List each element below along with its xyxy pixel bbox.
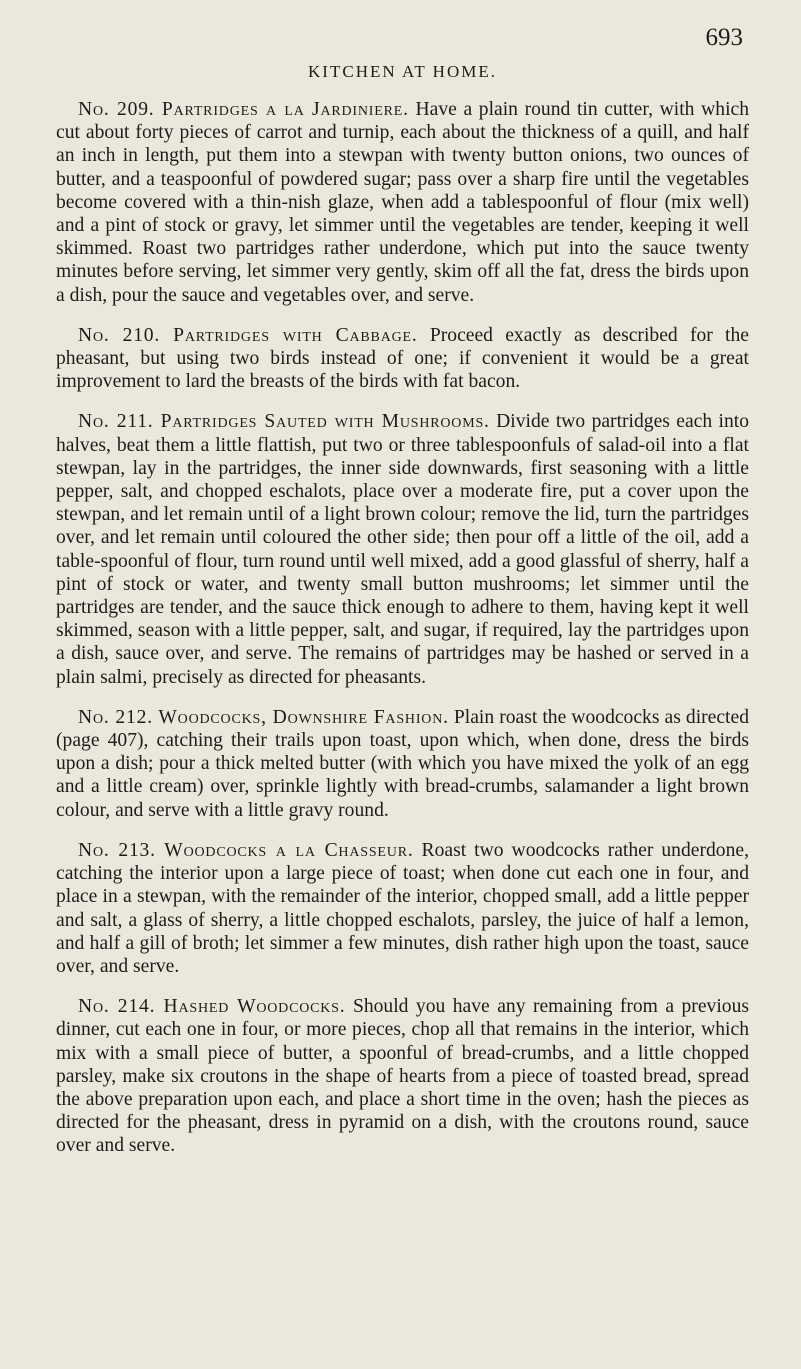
recipe-body: Should you have any remaining from a previous dinner, cut each one in four, or more pieces, chop all that remains in the interior, which mix with a small piece of butter, a spoonful of bread-crumbs, and a little chopped parsley, make six croutons in the shape of hearts from a piece of toasted bread, spread the above preparation upon each, and place a short time in the oven; hash the pieces as directed for the pheasant, dress in pyramid on a dish, with the croutons round, sauce over and serve. bbox=[56, 996, 749, 1157]
recipe-body: Proceed exactly as described for the pheasant, but using two birds instead of one; if convenient it would be a great improvement to lard the breasts of the birds with fat bacon. bbox=[56, 324, 749, 393]
running-head bbox=[56, 24, 749, 96]
recipe-title: No. 211. Partridges Sauted with Mushrooms. bbox=[78, 411, 490, 433]
recipe-212 bbox=[56, 706, 749, 822]
recipe-title: No. 209. Partridges a la Jardiniere. bbox=[78, 99, 409, 120]
recipe-210 bbox=[56, 324, 749, 394]
recipe-body: Plain roast the woodcocks as directed (page 407), catching their trails upon toast, upon which, when done, dress the birds upon a dish; pour a thick melted butter (with which you have mixed the yolk of an egg and a little cream) over, sprinkle lightly with bread-crumbs, salamander a light brown colour, and serve with a little gravy round. bbox=[56, 706, 749, 821]
recipe-body: Have a plain round tin cutter, with which cut about forty pieces of carrot and turnip, each about the thickness of a quill, and half an inch in length, put them into a stewpan with twenty button onions, two ounces of butter, and a teaspoonful of powdered sugar; pass over a sharp fire until the vegetables become covered with a thin-nish glaze, when add a tablespoonful of flour (mix well) and a pint of stock or gravy, let simmer until the vegetables are tender, keeping it well skimmed. Roast two partridges rather underdone, which put into the sauce twenty minutes before serving, let simmer very gently, skim off all the fat, dress the birds upon a dish, pour the sauce and vegetables over, and serve. bbox=[56, 99, 750, 306]
recipe-title: No. 212. Woodcocks, Downshire Fashion. bbox=[78, 706, 449, 728]
recipe-title: No. 210. Partridges with Cabbage. bbox=[78, 324, 418, 346]
recipe-body: Roast two woodcocks rather underdone, catching the interior upon a large piece of toast; when done cut each one in four, and place in a stewpan, with the remainder of the interior, chopped small, add a little pepper and salt, a glass of sherry, a little chopped eschalots, parsley, the juice of half a lemon, and half a gill of broth; let simmer a few minutes, dish rather high upon the toast, sauce over, and serve. bbox=[56, 839, 749, 977]
recipe-body: Divide two partridges each into halves, beat them a little flattish, put two or three tablespoonfuls of salad-oil into a flat stewpan, lay in the partridges, the inner side downwards, first seasoning with a little pepper, salt, and chopped eschalots, place over a moderate fire, put a cover upon the stewpan, and let remain until of a light brown colour; remove the lid, turn the partridges over, and let remain until coloured the other side; then pour off a little of the oil, add a table-spoonful of flour, turn round until well mixed, add a good glassful of sherry, half a pint of stock or water, and twenty small button mushrooms; let simmer until the partridges are tender, and the sauce thick enough to adhere to them, having kept it well skimmed, season with a little pepper, salt, and sugar, if required, lay the partridges upon a dish, sauce over, and serve. The remains of partridges may be hashed or served in a plain salmi, precisely as directed for pheasants. bbox=[56, 411, 750, 688]
recipe-title: No. 213. Woodcocks a la Chasseur. bbox=[78, 839, 414, 861]
recipe-213 bbox=[56, 839, 749, 978]
recipe-214 bbox=[56, 995, 749, 1157]
recipe-211 bbox=[56, 410, 749, 688]
running-title: KITCHEN AT HOME. bbox=[308, 62, 497, 81]
recipe-title: No. 214. Hashed Woodcocks. bbox=[78, 996, 346, 1018]
page-number: 693 bbox=[705, 24, 743, 51]
recipe-209 bbox=[56, 98, 749, 307]
